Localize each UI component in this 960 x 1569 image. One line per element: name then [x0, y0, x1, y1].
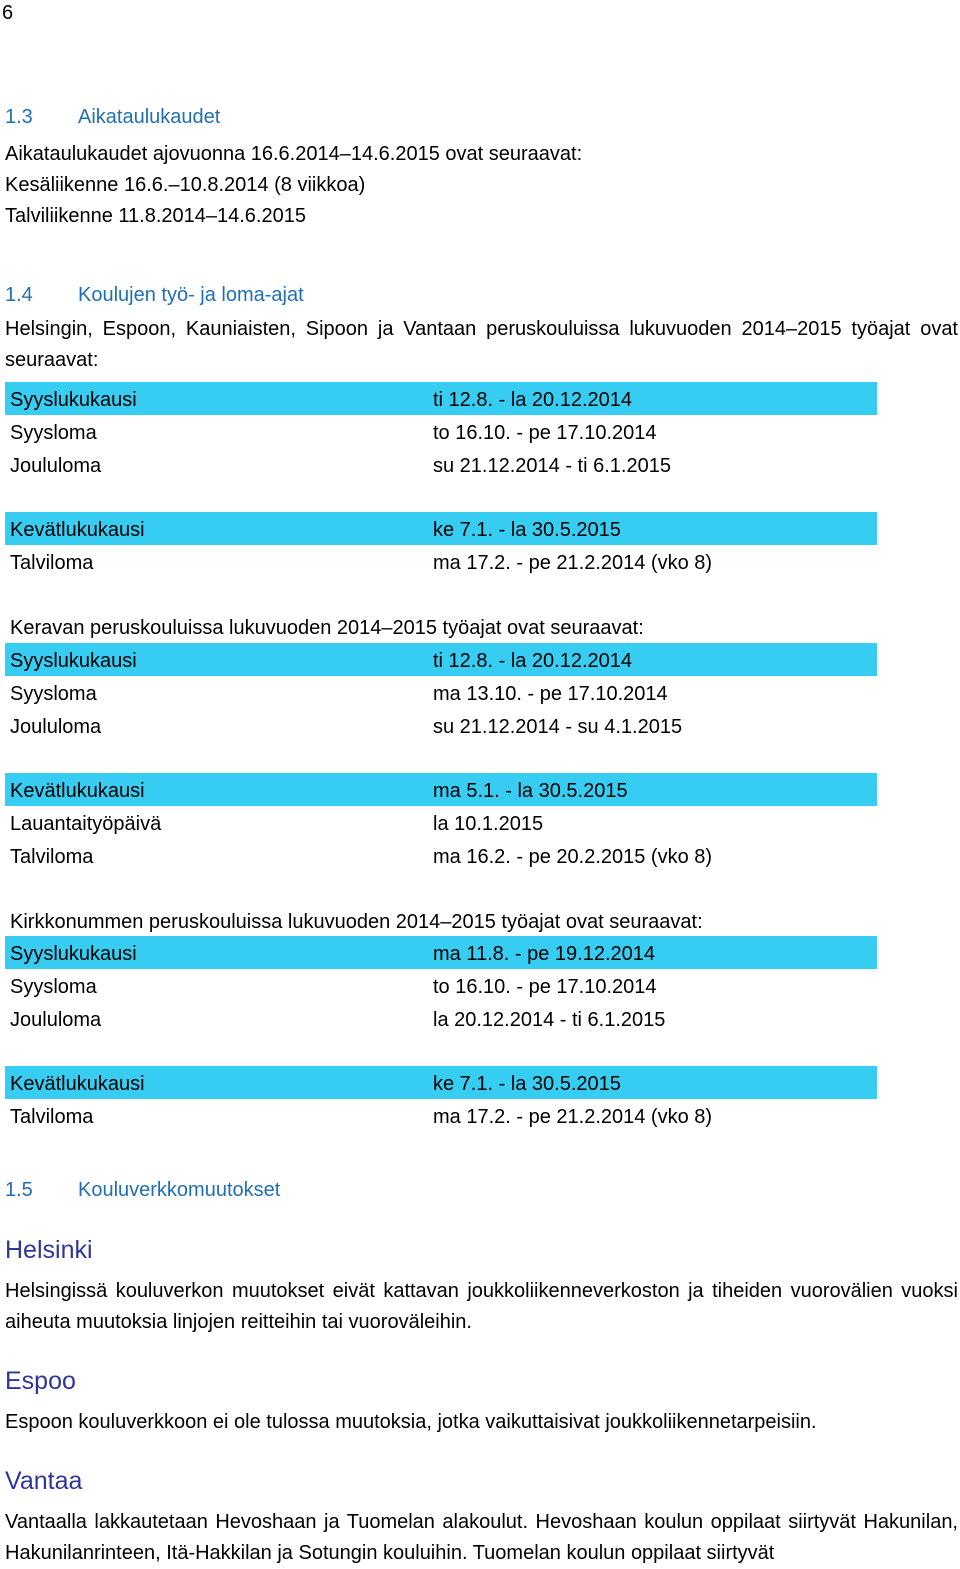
row-value: ma 11.8. - pe 19.12.2014: [433, 943, 656, 965]
table-row: [5, 512, 877, 545]
row-label: Joululoma: [10, 716, 102, 738]
row-label: Kevätlukukausi: [10, 780, 145, 802]
table-row: [5, 709, 877, 742]
table-row: [5, 415, 877, 448]
row-label: Joululoma: [10, 1009, 102, 1031]
row-value: la 20.12.2014 - ti 6.1.2015: [433, 1009, 666, 1031]
row-label: Syysloma: [10, 683, 97, 705]
intro-paragraph: Helsingin, Espoon, Kauniaisten, Sipoon ja Vantaan peruskouluissa lukuvuoden 2014–2015 työajat ovat seuraavat:: [5, 318, 958, 371]
table-row: [5, 806, 877, 839]
row-label: Joululoma: [10, 455, 102, 477]
row-label: Talviloma: [10, 846, 94, 868]
kerava-intro: Keravan peruskouluissa lukuvuoden 2014–2015 työajat ovat seuraavat:: [10, 617, 644, 639]
page-number: 6: [2, 2, 14, 24]
section-heading-1-3: [5, 106, 220, 129]
row-value: su 21.12.2014 - su 4.1.2015: [433, 716, 683, 738]
row-value: ma 16.2. - pe 20.2.2015 (vko 8): [433, 846, 713, 868]
city-heading-espoo: Espoo: [5, 1367, 76, 1395]
row-value: ti 12.8. - la 20.12.2014: [433, 389, 633, 411]
table-row: [5, 545, 877, 578]
row-label: Lauantaityöpäivä: [10, 813, 162, 835]
table-row: [5, 448, 877, 481]
row-label: Syyslukukausi: [10, 389, 137, 411]
table-row: [5, 676, 877, 709]
city-heading-helsinki: Helsinki: [5, 1236, 93, 1264]
row-label: Syyslukukausi: [10, 650, 137, 672]
row-value: ke 7.1. - la 30.5.2015: [433, 519, 621, 541]
row-value: ma 5.1. - la 30.5.2015: [433, 780, 628, 802]
row-value: la 10.1.2015: [433, 813, 544, 835]
row-value: ti 12.8. - la 20.12.2014: [433, 650, 633, 672]
row-label: Syyslukukausi: [10, 943, 137, 965]
table-row: [5, 1002, 877, 1035]
row-value: su 21.12.2014 - ti 6.1.2015: [433, 455, 671, 477]
section-title: Kouluverkkomuutokset: [78, 1179, 281, 1201]
schedule-line: Talviliikenne 11.8.2014–14.6.2015: [5, 205, 306, 227]
schedule-line: Aikataulukaudet ajovuonna 16.6.2014–14.6.2015 ovat seuraavat:: [5, 143, 583, 165]
row-label: Syysloma: [10, 422, 97, 444]
section-title: Koulujen työ- ja loma-ajat: [78, 284, 304, 306]
row-label: Talviloma: [10, 1106, 94, 1128]
row-value: ke 7.1. - la 30.5.2015: [433, 1073, 621, 1095]
vantaa-paragraph: Vantaalla lakkautetaan Hevoshaan ja Tuomelan alakoulut. Hevoshaan koulun oppilaat siirtyvät Hakunilan, Hakunilanrinteen, Itä-Hakkilan ja Sotungin kouluihin. Tuomelan koulun oppilaat siirtyvät: [5, 1511, 958, 1564]
row-label: Syysloma: [10, 976, 97, 998]
row-label: Kevätlukukausi: [10, 1073, 145, 1095]
table-row: [5, 773, 877, 806]
schedule-line: Kesäliikenne 16.6.–10.8.2014 (8 viikkoa): [5, 174, 366, 196]
row-value: ma 17.2. - pe 21.2.2014 (vko 8): [433, 552, 713, 574]
table-row: [5, 1099, 877, 1132]
section-number: 1.5: [5, 1179, 33, 1201]
city-heading-vantaa: Vantaa: [5, 1467, 83, 1495]
section-heading-1-4: [5, 284, 304, 307]
row-label: Kevätlukukausi: [10, 519, 145, 541]
table-row: [5, 839, 877, 872]
section-number: 1.3: [5, 106, 33, 128]
section-number: 1.4: [5, 284, 33, 306]
espoo-paragraph: Espoon kouluverkkoon ei ole tulossa muutoksia, jotka vaikuttaisivat joukkoliikennetarpeisiin.: [5, 1411, 817, 1433]
helsinki-paragraph: Helsingissä kouluverkon muutokset eivät kattavan joukkoliikenneverkoston ja tiheiden vuorovälien vuoksi aiheuta muutoksia linjojen reitteihin tai vuoroväleihin.: [5, 1280, 958, 1333]
row-value: ma 17.2. - pe 21.2.2014 (vko 8): [433, 1106, 713, 1128]
table-row: [5, 1066, 877, 1099]
row-value: to 16.10. - pe 17.10.2014: [433, 422, 657, 444]
table-row: [5, 936, 877, 969]
table-row: [5, 382, 877, 415]
table-row: [5, 969, 877, 1002]
table-row: [5, 643, 877, 676]
section-title: Aikataulukaudet: [78, 106, 221, 128]
section-heading-1-5: [5, 1179, 280, 1202]
row-value: to 16.10. - pe 17.10.2014: [433, 976, 657, 998]
row-value: ma 13.10. - pe 17.10.2014: [433, 683, 668, 705]
row-label: Talviloma: [10, 552, 94, 574]
kirkkonummi-intro: Kirkkonummen peruskouluissa lukuvuoden 2014–2015 työajat ovat seuraavat:: [10, 911, 703, 933]
